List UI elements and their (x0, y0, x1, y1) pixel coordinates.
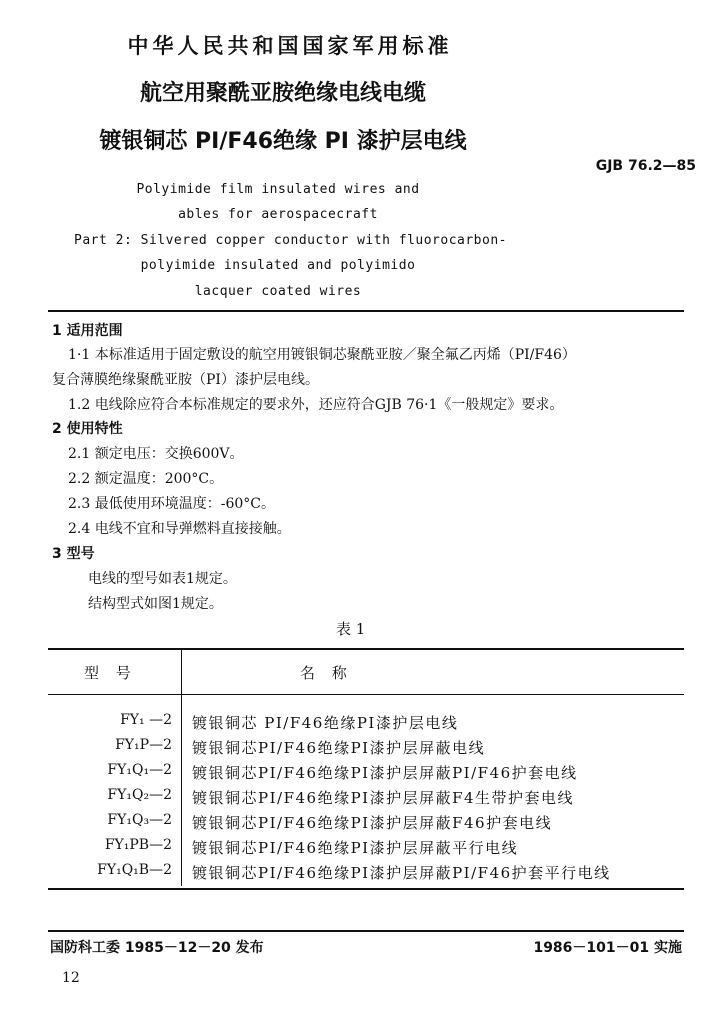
page-number: 12 (62, 970, 80, 986)
title-cn-line-1: 航空用聚酰亚胺绝缘电线电缆 (139, 81, 426, 106)
clause-2-2: 2.2 额定温度：200°C。 (68, 471, 224, 487)
table-top-rule (48, 648, 684, 650)
table-row-3-name: 镀银铜芯PI/F46绝缘PI漆护层屏蔽PI/F46护套电线 (192, 764, 578, 782)
table-header-name: 名 称 (300, 664, 353, 682)
table-header-rule (48, 694, 684, 695)
table-row-3-model: FY₁Q₁—2 (107, 762, 172, 778)
title-en-line-4: polyimide insulated and polyimido (140, 258, 416, 273)
table-row-4-model: FY₁Q₂—2 (107, 787, 172, 803)
issue-info: 国防科工委 1985－12－20 发布 (50, 940, 264, 956)
standard-code: GJB 76.2—85 (595, 158, 696, 174)
clause-1-1-line-2: 复合薄膜绝缘聚酰亚胺（PI）漆护层电线。 (52, 372, 319, 388)
table-row-2-name: 镀银铜芯PI/F46绝缘PI漆护层屏蔽电线 (192, 739, 486, 757)
standard-body-heading: 中华人民共和国国家军用标准 (127, 34, 453, 58)
title-en-line-3: Part 2: Silvered copper conductor with fluorocarbon- (74, 233, 507, 248)
section-3-line-1: 电线的型号如表1规定。 (88, 571, 237, 587)
title-cn-line-2: 镀银铜芯 PI/F46绝缘 PI 漆护层电线 (99, 129, 467, 154)
table-row-2-model: FY₁P—2 (115, 737, 172, 753)
clause-2-3: 2.3 最低使用环境温度：-60°C。 (68, 496, 275, 512)
table-header-model: 型 号 (84, 664, 137, 682)
section-3-heading: 3 型号 (52, 546, 95, 562)
table-column-divider (181, 650, 182, 886)
title-en-line-1: Polyimide film insulated wires and (136, 182, 420, 197)
table-row-7-name: 镀银铜芯PI/F46绝缘PI漆护层屏蔽PI/F46护套平行电线 (192, 864, 611, 882)
clause-1-1-line-1: 1·1 本标准适用于固定敷设的航空用镀银铜芯聚酰亚胺／聚全氟乙丙烯（PI/F46） (68, 347, 576, 363)
table-row-1-name: 镀银铜芯 PI/F46绝缘PI漆护层电线 (192, 714, 459, 732)
clause-2-1: 2.1 额定电压：交换600V。 (68, 446, 244, 462)
section-2-heading: 2 使用特性 (52, 421, 123, 437)
table-row-6-model: FY₁PB—2 (104, 837, 172, 853)
title-en-line-2: ables for aerospacecraft (178, 207, 378, 222)
footer-rule (48, 930, 684, 932)
section-1-heading: 1 适用范围 (52, 323, 123, 339)
table-bottom-rule (48, 888, 684, 890)
table-row-5-model: FY₁Q₃—2 (107, 812, 172, 828)
effective-info: 1986－101－01 实施 (533, 940, 682, 956)
clause-2-4: 2.4 电线不宜和导弹燃料直接接触。 (68, 521, 291, 537)
title-en-line-5: lacquer coated wires (194, 284, 362, 299)
table-row-7-model: FY₁Q₁B—2 (97, 862, 172, 878)
table-row-4-name: 镀银铜芯PI/F46绝缘PI漆护层屏蔽F4生带护套电线 (192, 789, 575, 807)
table-row-5-name: 镀银铜芯PI/F46绝缘PI漆护层屏蔽F46护套电线 (192, 814, 553, 832)
title-divider (48, 310, 684, 312)
section-3-line-2: 结构型式如图1规定。 (88, 596, 223, 612)
clause-1-2: 1.2 电线除应符合本标准规定的要求外，还应符合GJB 76·1《一般规定》要求。 (68, 397, 564, 413)
table-row-1-model: FY₁ —2 (120, 712, 172, 728)
table-caption: 表 1 (336, 620, 366, 638)
table-row-6-name: 镀银铜芯PI/F46绝缘PI漆护层屏蔽平行电线 (192, 839, 519, 857)
